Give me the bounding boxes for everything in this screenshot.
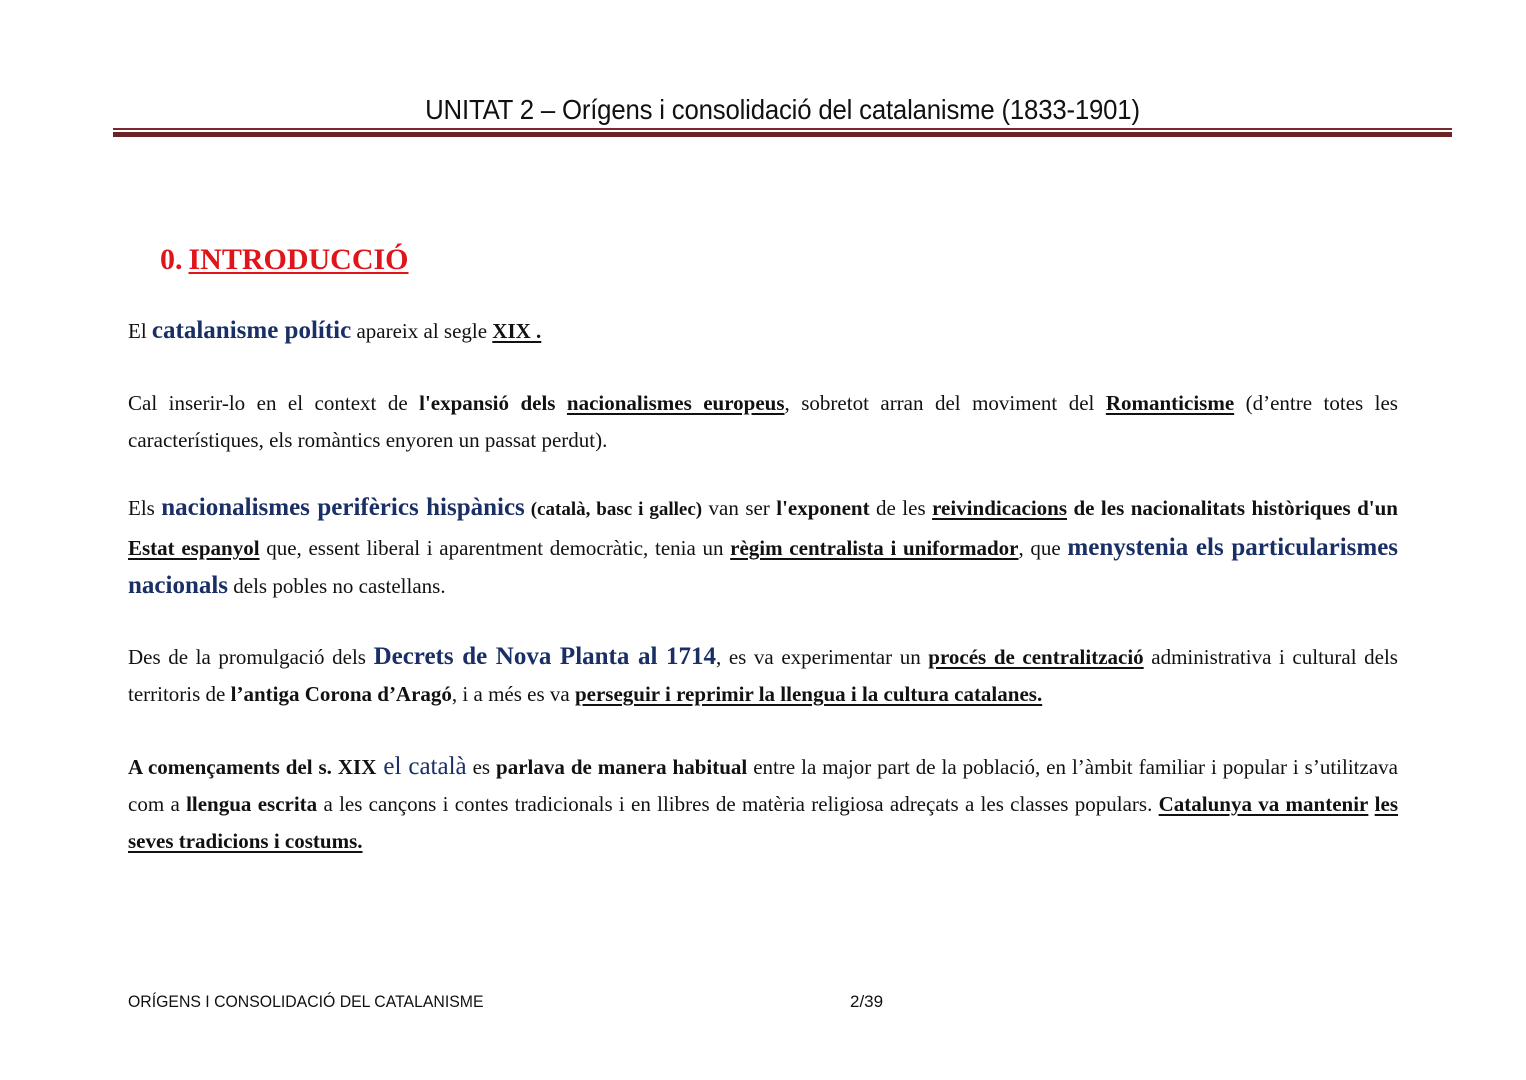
emphasis-tradicions-costums: les seves tradicions i costums. [128,792,1398,853]
page-header-title: UNITAT 2 – Orígens i consolidació del catalanisme (1833-1901) [425,94,1140,125]
text: , es va experimentar un [716,645,929,669]
text: Des de la promulgació dels [128,645,374,669]
paragraph-4 [128,638,1398,713]
text: van ser [702,496,777,520]
header-divider [113,128,1452,137]
emphasis-nacionalismes-europeus: nacionalismes europeus [566,391,785,415]
emphasis-expansio: l'expansió dels [419,391,567,415]
text: administrativa i cultural dels territoris de [128,645,1398,706]
section-title: INTRODUCCIÓ [188,243,409,276]
emphasis-particularismes: menystenia els particularismes nacionals [128,534,1399,599]
text-bold: (català, basc i gallec) [524,499,703,520]
text: , que [1018,536,1068,560]
text: Els [128,496,162,520]
emphasis-comencaments: A començaments del s. XIX [128,755,377,779]
text: , sobretot arran del moviment del [784,391,1106,415]
emphasis-el-catala: el català [376,753,467,780]
text: entre la major part de la població, en l’àmbit familiar i popular i s’utilitzava com a [128,755,1398,816]
text: que, essent liberal i aparentment democràtic, tenia un [259,536,731,560]
text: El [128,319,152,343]
emphasis-catalanisme-politic: catalanisme polític [151,317,352,344]
emphasis-segle-xix: XIX . [492,319,542,343]
emphasis-parlava-habitual: parlava de manera habitual [496,755,748,779]
text: apareix al segle [351,319,493,343]
emphasis-romanticisme: Romanticisme [1105,391,1235,415]
emphasis-estat-espanyol: Estat espanyol [128,536,260,560]
paragraph-3 [128,489,1398,605]
emphasis-proces-centralitzacio: procés de centralització [928,645,1144,669]
header-divider-thin [113,128,1452,130]
section-heading [160,240,409,280]
paragraph-2 [128,385,1398,459]
footer-title: ORÍGENS I CONSOLIDACIÓ DEL CATALANISME [128,992,484,1011]
paragraph-5 [128,748,1398,860]
emphasis-regim-centralista: règim centralista i uniformador [730,536,1019,560]
emphasis-perseguir-reprimir: perseguir i reprimir la llengua i la cultura catalanes. [574,682,1043,706]
header-divider-thick [113,132,1452,137]
emphasis-llengua-escrita: llengua escrita [186,792,318,816]
text: Cal inserir-lo en el context de [128,391,420,415]
emphasis-corona-arago: l’antiga Corona d’Aragó [230,682,452,706]
emphasis-reivindicacions: reivindicacions [932,496,1068,520]
section-number: 0. [160,243,183,276]
text: dels pobles no castellans. [228,574,446,598]
emphasis-catalunya-mantenir: Catalunya va mantenir [1158,792,1369,816]
emphasis-nacionalismes-periferics: nacionalismes perifèrics hispànics [161,494,525,521]
page-number: 2/39 [850,992,884,1011]
emphasis-exponent: l'exponent [776,496,870,520]
text-bold: de les nacionalitats històriques d'un [1067,496,1398,520]
paragraph-1 [128,312,1398,350]
text: (d’entre totes les característiques, els romàntics enyoren un passat perdut). [128,391,1398,452]
text: es [466,755,497,779]
text: , i a més es va [451,682,575,706]
text: a les cançons i contes tradicionals i en llibres de matèria religiosa adreçats a les classes populars. [317,792,1159,816]
emphasis-decrets-nova-planta: Decrets de Nova Planta al 1714 [373,643,716,670]
text: de les [869,496,933,520]
